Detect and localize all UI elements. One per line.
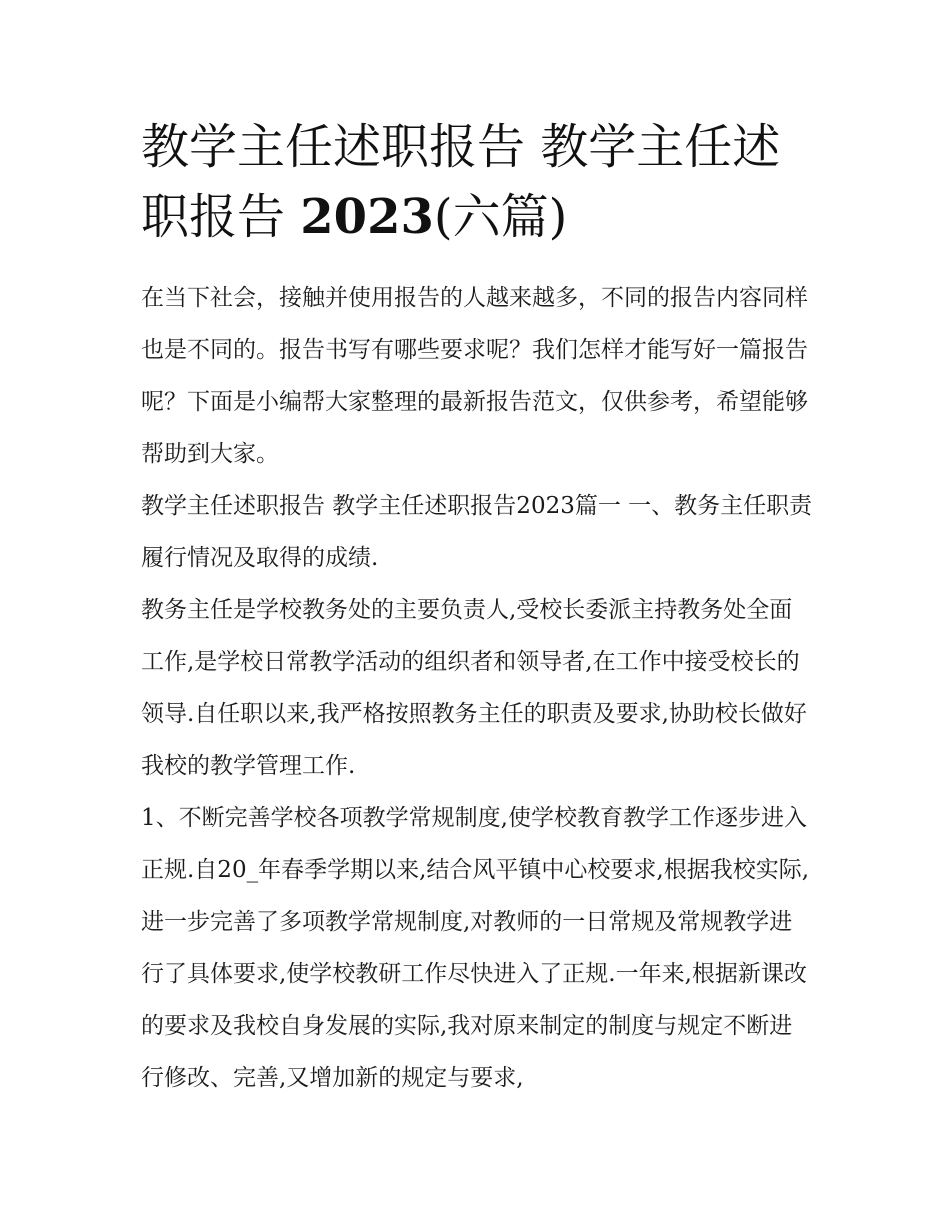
title-year: 2023 [300,189,434,245]
paragraph-intro: 在当下社会，接触并使用报告的人越来越多，不同的报告内容同样也是不同的。报告书写有哪些要求呢？我们怎样才能写好一篇报告呢？下面是小编帮大家整理的最新报告范文，仅供参考，希望能够帮助到大家。 [141,285,808,467]
paragraph-section-heading: 教学主任述职报告 教学主任述职报告2023篇一 一、教务主任职责履行情况及取得的成绩. [141,493,813,571]
paragraph-item-1: 1、不断完善学校各项教学常规制度,使学校教育教学工作逐步进入正规.自20_年春季学期以来,结合风平镇中心校要求,根据我校实际,进一步完善了多项教学常规制度,对教师的一日常规及常规教学进行了具体要求,使学校教研工作尽快进入了正规.一年来,根据新课改的要求及我校自身发展的实际,我对原来制定的制度与规定不断进行修改、完善,又增加新的规定与要求, [141,805,810,1091]
document-body [141,112,813,1104]
title-text: 教学主任述职报告 教学主任述职报告 [141,119,781,245]
title-suffix: (六篇) [433,189,568,245]
document-title [141,112,813,252]
paragraph-duties: 教务主任是学校教务处的主要负责人,受校长委派主持教务处全面工作,是学校日常教学活动的组织者和领导者,在工作中接受校长的领导.自任职以来,我严格按照教务主任的职责及要求,协助校长做好我校的教学管理工作. [141,597,807,779]
